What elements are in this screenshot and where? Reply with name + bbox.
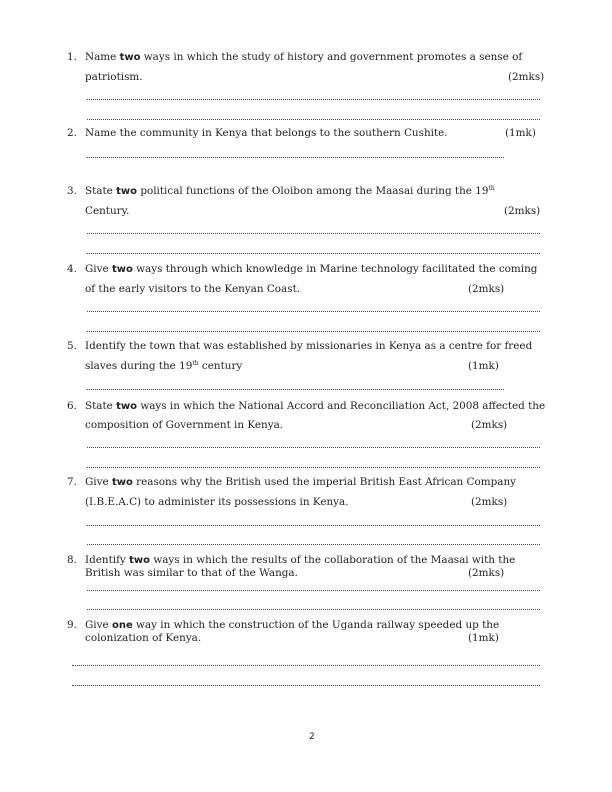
question-number: 2. [67,127,77,139]
question-text: Give two reasons why the British used the imperial British East African Company [85,476,517,488]
answer-line[interactable] [87,331,540,332]
page-number: 2 [309,732,315,742]
question-number: 1. [67,51,77,63]
answer-line[interactable] [72,685,540,686]
question-number: 3. [67,185,77,197]
question-text: State two political functions of the Oloibon among the Maasai during the 19th [85,185,495,197]
question-number: 6. [67,400,77,412]
answer-line[interactable] [87,157,504,158]
question-number: 4. [67,263,77,275]
question-number: 8. [67,554,77,566]
question-text: Name two ways in which the study of history and government promotes a sense of [85,51,523,63]
answer-line[interactable] [87,447,540,448]
question-text: slaves during the 19th century [85,360,243,372]
answer-line[interactable] [87,525,540,526]
marks-label: (1mk) [505,127,536,139]
question-number: 5. [67,340,77,352]
question-text: Give two ways through which knowledge in Marine technology facilitated the coming [85,263,538,275]
question-text: of the early visitors to the Kenyan Coast. [85,283,301,295]
marks-label: (2mks) [471,419,508,431]
question-number: 7. [67,476,77,488]
answer-line[interactable] [87,233,540,234]
marks-label: (1mk) [468,632,499,644]
marks-label: (2mks) [471,496,508,508]
answer-line[interactable] [87,467,540,468]
answer-line[interactable] [87,590,540,591]
marks-label: (2mks) [468,567,505,579]
answer-line[interactable] [87,609,540,610]
marks-label: (2mks) [504,205,541,217]
answer-line[interactable] [87,99,540,100]
question-text: Identify the town that was established by missionaries in Kenya as a centre for freed [85,340,533,352]
question-text: State two ways in which the National Accord and Reconciliation Act, 2008 affected the [85,400,546,412]
question-text: composition of Government in Kenya. [85,419,284,431]
answer-line[interactable] [87,311,540,312]
answer-line[interactable] [87,119,540,120]
marks-label: (1mk) [468,360,499,372]
question-number: 9. [67,619,77,631]
answer-line[interactable] [87,544,540,545]
answer-line[interactable] [72,665,540,666]
question-text: Name the community in Kenya that belongs to the southern Cushite. [85,127,448,139]
question-text: Identify two ways in which the results of the collaboration of the Maasai with the [85,554,516,566]
question-text: (I.B.E.A.C) to administer its possessions in Kenya. [85,496,349,508]
answer-line[interactable] [87,389,504,390]
question-text: patriotism. [85,71,143,83]
marks-label: (2mks) [508,71,545,83]
question-text: Century. [85,205,130,217]
marks-label: (2mks) [468,283,505,295]
question-text: British was similar to that of the Wanga. [85,567,298,579]
question-text: colonization of Kenya. [85,632,202,644]
question-text: Give one way in which the construction of the Uganda railway speeded up the [85,619,500,631]
answer-line[interactable] [87,253,540,254]
